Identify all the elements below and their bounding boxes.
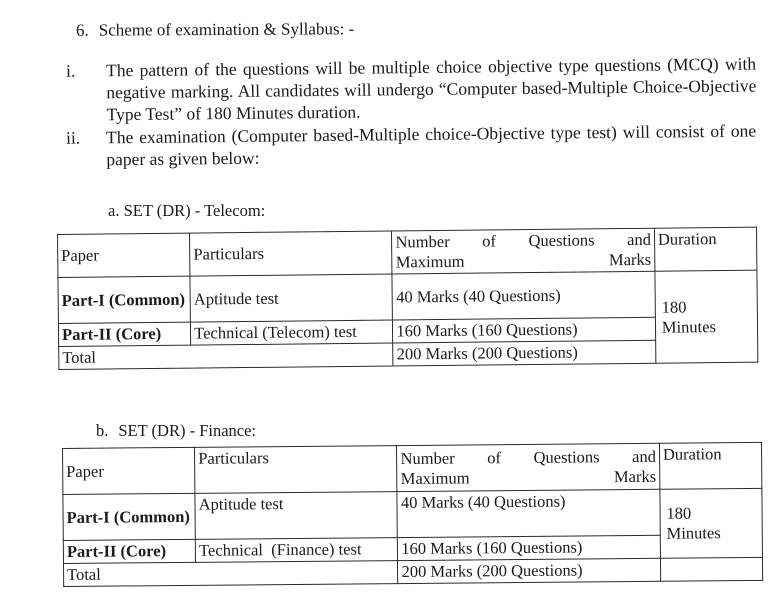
cell-total-marks: 200 Marks (200 Questions) (398, 558, 661, 583)
cell-marks: 160 Marks (160 Questions) (398, 535, 661, 560)
duration-unit: Minutes (661, 316, 717, 337)
finance-table (62, 442, 763, 587)
cell-total-marks: 200 Marks (200 Questions) (393, 340, 656, 366)
list-text: The examination (Computer based-Multiple choice-Objective type test) will consist of one paper as given below: (106, 120, 757, 170)
list-text: The pattern of the questions will be multiple choice objective type questions (MCQ) with negative marking. All candidates will undergo “Computer based-Multiple Choice-Objective Type Test” of 180 Minutes duration. (106, 53, 757, 125)
header-particulars: Particulars (190, 231, 393, 276)
cell-particulars: Technical (Telecom) test (191, 320, 394, 345)
list-marker: i. (66, 60, 76, 81)
header-paper: Paper (58, 233, 191, 277)
cell-marks: 40 Marks (40 Questions) (397, 489, 660, 537)
header-number-line1: Number of Questions and (400, 446, 657, 468)
section-heading (76, 19, 354, 40)
table-row (63, 488, 762, 540)
finance-heading-text: SET (DR) - Finance: (118, 421, 257, 440)
cell-paper: Part-I (Common) (58, 276, 191, 323)
cell-duration (655, 270, 758, 363)
duration-unit: Minutes (666, 523, 721, 543)
cell-marks: 40 Marks (40 Questions) (392, 271, 655, 320)
header-paper: Paper (63, 447, 196, 494)
cell-particulars: Aptitude test (195, 492, 398, 540)
header-number-line2: Maximum Marks (400, 466, 657, 488)
cell-duration-empty (660, 557, 762, 581)
cell-marks: 160 Marks (160 Questions) (393, 317, 656, 343)
cell-duration (660, 488, 763, 558)
duration-value: 180 (661, 296, 687, 317)
cell-particulars: Technical (Finance) test (195, 538, 397, 563)
cell-particulars: Aptitude test (190, 274, 393, 322)
section-number: 6. (75, 20, 89, 40)
telecom-table (57, 227, 758, 370)
cell-total-label: Total (59, 343, 394, 370)
cell-paper: Part-I (Common) (63, 493, 196, 540)
header-number-of-questions (397, 443, 660, 491)
cell-paper: Part-II (Core) (58, 322, 190, 346)
table-total-row (64, 557, 763, 586)
duration-value: 180 (666, 503, 692, 523)
section-title: Scheme of examination & Syllabus: - (98, 19, 355, 40)
cell-paper: Part-II (Core) (63, 539, 195, 563)
table-header-row (58, 227, 757, 277)
finance-heading-letter: b. (96, 421, 109, 440)
header-duration: Duration (659, 442, 762, 489)
header-duration: Duration (654, 227, 757, 271)
header-number-of-questions (392, 228, 655, 274)
header-number-line2: Maximum Marks (395, 249, 652, 272)
header-particulars: Particulars (195, 446, 398, 494)
list-marker: ii. (66, 127, 81, 148)
table-row (58, 270, 757, 323)
finance-heading (96, 421, 256, 441)
telecom-heading: a. SET (DR) - Telecom: (108, 201, 266, 220)
header-number-line1: Number of Questions and (395, 229, 652, 252)
cell-total-label: Total (64, 561, 399, 587)
table-header-row (63, 442, 762, 494)
